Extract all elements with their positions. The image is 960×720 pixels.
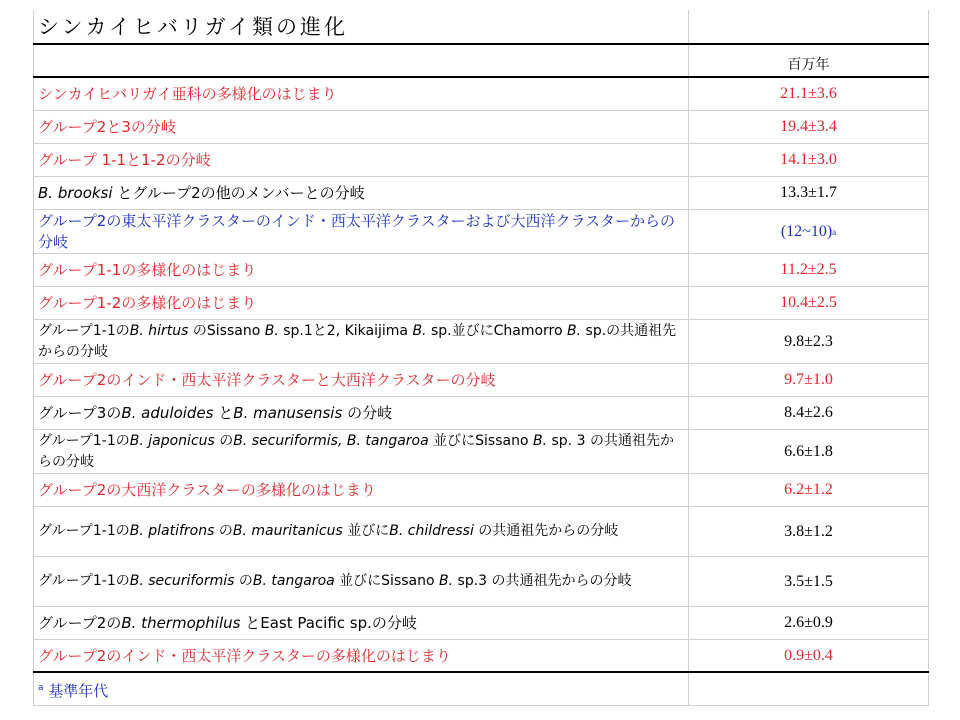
table-row	[33, 78, 929, 111]
table-row	[33, 364, 929, 397]
footnote-cell	[33, 673, 688, 705]
age-cell: 19.4±3.4	[688, 111, 929, 143]
table-row	[33, 320, 929, 364]
event-cell: シンカイヒバリガイ亜科の多様化のはじまり	[33, 78, 688, 110]
age-cell: 11.2±2.5	[688, 254, 929, 286]
age-cell: 9.7±1.0	[688, 364, 929, 396]
event-text: とグループ2の他のメンバーとの分岐	[117, 184, 365, 202]
age-cell: 3.5±1.5	[688, 557, 929, 606]
species-name: B. brooksi	[38, 184, 113, 202]
age-cell: 3.8±1.2	[688, 507, 929, 556]
species-name: B. tangaroa	[252, 573, 335, 589]
event-text: sp.並びにChamorro	[430, 322, 563, 339]
footnote-mark: a	[38, 682, 44, 693]
event-text: sp.3 の共通祖先からの分岐	[457, 573, 632, 589]
age-cell: 10.4±2.5	[688, 287, 929, 319]
event-cell	[33, 430, 688, 473]
unit-header: 百万年	[688, 45, 929, 76]
event-cell	[33, 320, 688, 363]
species-name: B.	[264, 322, 279, 339]
table-row	[33, 144, 929, 177]
evolution-table	[33, 10, 929, 706]
event-text: と	[218, 404, 234, 422]
age-cell: 2.6±0.9	[688, 607, 929, 639]
species-name: B. childressi	[389, 523, 474, 539]
footnote-row	[33, 673, 929, 706]
table-row	[33, 557, 929, 607]
event-text: グループ1-1の	[38, 523, 130, 539]
table-row	[33, 607, 929, 640]
species-name: B. securiformis,	[233, 432, 343, 449]
table-row	[33, 177, 929, 210]
age-cell: 21.1±3.6	[688, 78, 929, 110]
age-cell	[688, 210, 929, 253]
age-cell: 14.1±3.0	[688, 144, 929, 176]
species-name: B. aduloides	[121, 404, 214, 422]
species-name: B. tangaroa	[346, 432, 429, 449]
age-cell: 13.3±1.7	[688, 177, 929, 209]
age-cell: 6.2±1.2	[688, 474, 929, 506]
age-cell: 0.9±0.4	[688, 640, 929, 671]
event-text: sp.1と2, Kikaijima	[283, 322, 408, 339]
age-cell: 6.6±1.8	[688, 430, 929, 473]
event-cell: グループ1-1の多様化のはじまり	[33, 254, 688, 286]
event-text: 並びにSissano	[433, 432, 529, 449]
event-cell	[33, 607, 688, 639]
event-cell	[33, 507, 688, 556]
event-text: 並びにSissano	[339, 573, 435, 589]
age-cell: 9.8±2.3	[688, 320, 929, 363]
event-text: グループ1-1の	[38, 432, 130, 449]
event-text: の	[218, 523, 233, 539]
species-name: B. thermophilus	[121, 614, 241, 632]
footnote-empty-cell	[688, 673, 929, 705]
event-text: の共通祖先からの分岐	[478, 523, 619, 539]
species-name: B. platifrons	[129, 523, 215, 539]
event-cell: グループ2のインド・西太平洋クラスターと大西洋クラスターの分岐	[33, 364, 688, 396]
species-name: B.	[412, 322, 427, 339]
event-text: グループ1-1の	[38, 573, 130, 589]
table-row	[33, 210, 929, 254]
event-text: sp. 3 の共通祖先からの分岐	[38, 432, 674, 470]
event-text: のSissano	[192, 322, 261, 339]
event-text: sp.の共通祖先からの分岐	[38, 322, 677, 360]
event-text: グループ2の	[38, 614, 122, 632]
table-row	[33, 640, 929, 673]
unit-header-row	[33, 45, 929, 78]
table-row	[33, 430, 929, 474]
event-cell: グループ2と3の分岐	[33, 111, 688, 143]
header-empty-cell	[33, 45, 688, 76]
species-name: B. securiformis	[129, 573, 235, 589]
species-name: B. hirtus	[129, 322, 189, 339]
event-text: の分岐	[347, 404, 393, 422]
table-row	[33, 397, 929, 430]
age-value: (12~10)	[780, 222, 833, 240]
event-cell: グループ2の東太平洋クラスターのインド・西太平洋クラスターおよび大西洋クラスターからの分岐	[33, 210, 688, 253]
event-text: 並びに	[347, 523, 390, 539]
species-name: B.	[567, 322, 582, 339]
table-row	[33, 254, 929, 287]
event-cell: グループ2のインド・西太平洋クラスターの多様化のはじまり	[33, 640, 688, 671]
footnote-mark: a	[832, 226, 837, 237]
table-title: シンカイヒバリガイ類の進化	[33, 10, 688, 43]
event-cell: グループ2の大西洋クラスターの多様化のはじまり	[33, 474, 688, 506]
table-row	[33, 287, 929, 320]
title-row	[33, 10, 929, 45]
age-cell: 8.4±2.6	[688, 397, 929, 429]
species-name: B.	[439, 573, 454, 589]
footnote-text: 基準年代	[48, 681, 109, 700]
event-cell: グループ 1-1と1-2の分岐	[33, 144, 688, 176]
event-text: グループ3の	[38, 404, 122, 422]
event-text: グループ1-1の	[38, 322, 130, 339]
event-text: の	[219, 432, 234, 449]
event-cell	[33, 557, 688, 606]
table-row	[33, 111, 929, 144]
event-text: とEast Pacific sp.の分岐	[245, 614, 417, 632]
species-name: B. manusensis	[233, 404, 343, 422]
table-row	[33, 507, 929, 557]
title-row-empty-cell	[688, 10, 929, 43]
table-row	[33, 474, 929, 507]
species-name: B. mauritanicus	[232, 523, 343, 539]
event-cell	[33, 177, 688, 209]
event-text: の	[238, 573, 253, 589]
species-name: B. japonicus	[129, 432, 215, 449]
event-cell	[33, 397, 688, 429]
event-cell: グループ1-2の多様化のはじまり	[33, 287, 688, 319]
species-name: B.	[532, 432, 548, 449]
